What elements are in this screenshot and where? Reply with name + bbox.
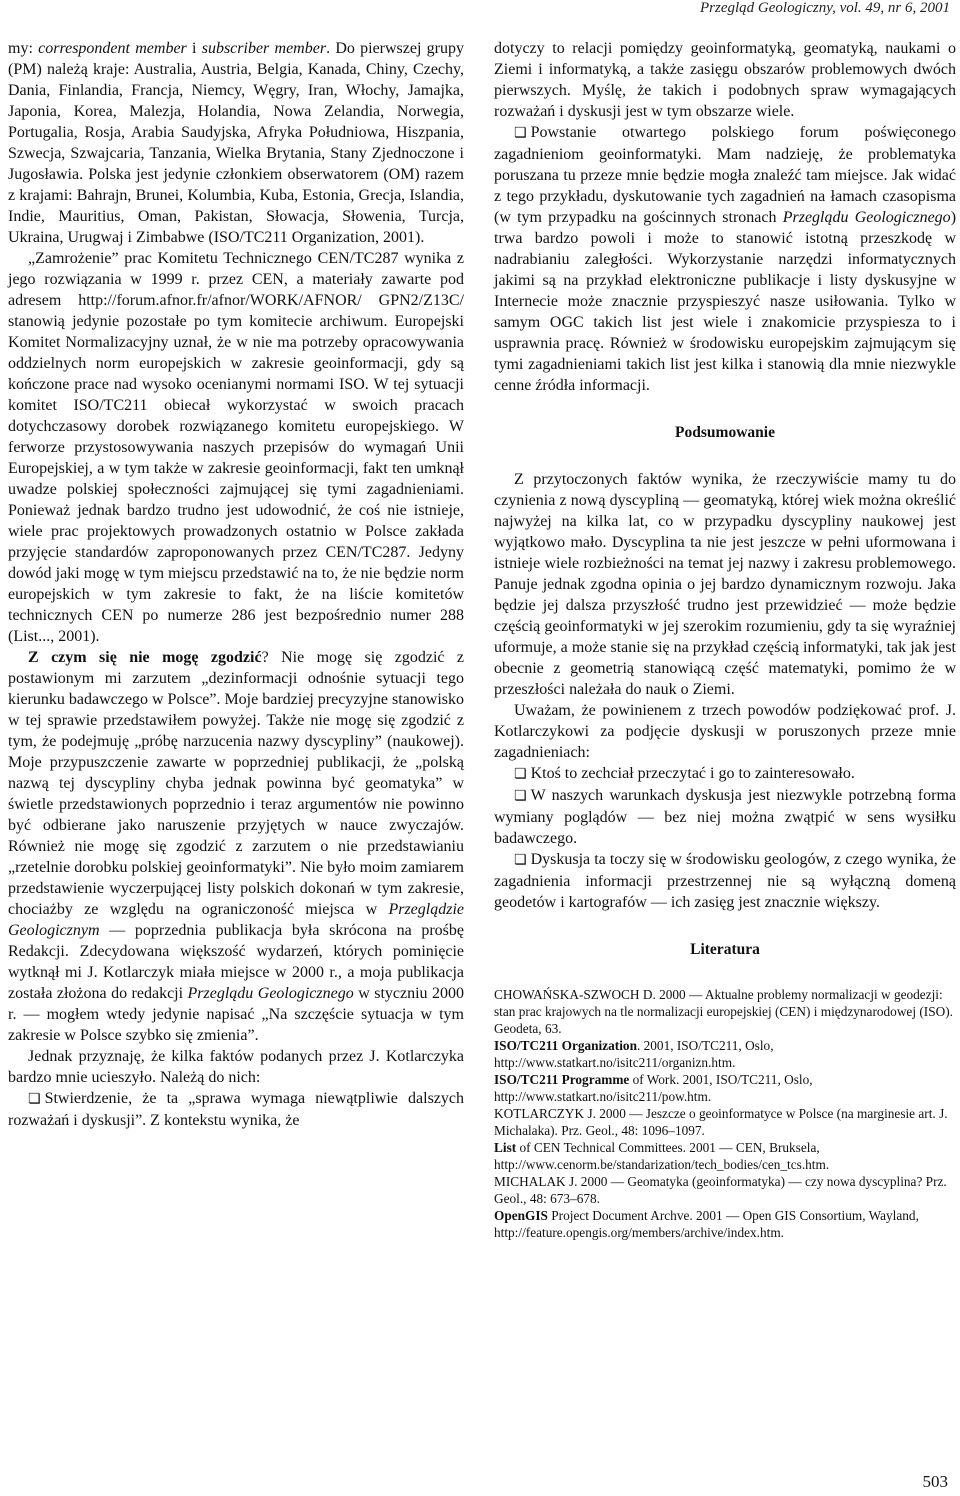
reference-item: ISO/TC211 Programme of Work. 2001, ISO/TC211, Oslo, http://www.statkart.no/isitc211/pow.htm. — [494, 1072, 813, 1104]
right-column — [494, 38, 956, 1241]
checkbox-bullet-icon: ❏ — [514, 852, 527, 868]
reference-list — [494, 986, 956, 1241]
checkbox-bullet-icon: ❏ — [514, 766, 527, 782]
paragraph: Z czym się nie mogę zgodzić? Nie mogę się zgodzić z postawionym mi zarzutem „dezinformacji odnośnie sytuacji tego kierunku badawczego w Polsce”. Moje bardziej precyzyjne stanowisko w tej sprawie przedstawiłem powyżej. Także nie mogę się zgodzić z tym, że podejmuję „próbę narzucenia nazwy dyscypliny” (naukowej). Moje przypuszczenie zawarte w poprzedniej publikacji, że „polską nazwą tej dyscypliny chyba jednak powinna być geomatyka” w świetle przedstawionych poprzednio i teraz argumentów nie powinno być odbierane jako naruszenie przyjętych w nauce zwyczajów. Również nie mogę się zgodzić z zarzutem o nie przedstawianiu „rzetelnie dorobku polskiej geoinformatyki”. Nie było moim zamiarem przedstawienie wyczerpującej listy polskich dokonań w tym zakresie, chociażby ze względu na ograniczoność miejsca w Przeglądzie Geologicznym — poprzednia publikacja była skrócona na prośbę Redakcji. Zdecydowana większość wydarzeń, których pominięcie wytknął mi J. Kotlarczyk miała miejsce w 2000 r., a moja publikacja została złożona do redakcji Przeglądu Geologicznego w styczniu 2000 r. — mogłem wtedy jedynie napisać „Na szczęście sytuacja w tym zakresie w Polsce szybko się zmienia”. — [8, 649, 465, 1044]
bullet-item: ❏ Stwierdzenie, że ta „sprawa wymaga niewątpliwie dalszych rozważań i dyskusji”. Z kontekstu wynika, że — [8, 1090, 464, 1129]
reference-item: KOTLARCZYK J. 2000 — Jeszcze o geoinformatyce w Polsce (na marginesie art. J. Michalaka). Prz. Geol., 48: 1096–1097. — [494, 1106, 948, 1138]
paragraph: „Zamrożenie” prac Komitetu Technicznego CEN/TC287 wynika z jego rozwiązania w 1999 r. przez CEN, a materiały zawarte pod adresem http://forum.afnor.fr/afnor/WORK/AFNOR/ GPN2/Z13C/ stanowią jedynie pozostałe po tym komitecie archiwum. Europejski Komitet Normalizacyjny uznał, że w nie ma potrzeby opracowywania oddzielnych norm europejskich w zakresie geoinformacji, gdy są kończone prace nad wysoko ocenianymi normami ISO. W tej sytuacji komitet ISO/TC211 obiecał wykorzystać w swoich pracach dotychczasowy dorobek rozwiązanego komitetu europejskiego. W ferworze przystosowywania naszych przepisów do wymagań Unii Europejskiej, a w tym także w zakresie geoinformacji, fakt ten umknął uwadze polskiej społeczności zajmującej się tymi zagadnieniami. Ponieważ jednak bardzo trudno jest udowodnić, że coś nie istnieje, wiele prac projektowych prowadzonych ostatnio w Polsce zakłada przyjęcie standardów zaproponowanych przez CEN/TC287. Jedyny dowód jaki mogę w tym miejscu przedstawić na to, że nie będzie norm europejskich w tym zakresie to fakt, że na liście komitetów technicznych CEN po numerze 286 jest bezpośrednio numer 288 (List..., 2001). — [8, 250, 464, 645]
reference-item: List of CEN Technical Committees. 2001 — CEN, Bruksela, http://www.cenorm.be/standarization/tech_bodies/cen_tcs.htm. — [494, 1140, 830, 1172]
section-heading-references: Literatura — [690, 941, 760, 958]
page-number: 503 — [922, 1472, 948, 1491]
left-column — [8, 38, 464, 1131]
bullet-item: ❏ W naszych warunkach dyskusja jest niezwykle potrzebną forma wymiany poglądów — bez niej można zwątpić w sens wysiłku badawczego. — [494, 787, 956, 847]
bullet-item: ❏ Ktoś to zechciał przeczytać i go to zainteresowało. — [514, 765, 855, 782]
paragraph: Uważam, że powinienem z trzech powodów podziękować prof. J. Kotlarczykowi za podjęcie dyskusji w poruszonych przeze mnie zagadnieniach: — [494, 702, 956, 761]
bullet-item: ❏ Powstanie otwartego polskiego forum poświęconego zagadnieniom geoinformatyki. Mam nadzieję, że problematyka poruszana tu przeze mnie będzie mogła znaleźć tam miejsce. Jak widać z tego przykładu, dyskutowanie tych zagadnień na łamach czasopisma (w tym przypadku na gościnnych stronach Przeglądu Geologicznego) trwa bardzo powoli i może to stanowić istotną przeszkodę w nadrabianiu zaległości. Wykorzystanie narzędzi informatycznych jakimi są na przykład elektroniczne publikacje i listy dyskusyjne w Internecie może znacznie przyspieszyć nasze usiłowania. Tylko w samym OGC takich list jest wiele i znakomicie przyspiesza to i usprawnia pracę. Również w środowisku europejskim zajmującym się tymi zagadnieniami takich list jest kilka i stanowią dla mnie niezwykle cenne źródła informacji. — [494, 124, 957, 394]
reference-item: CHOWAŃSKA-SZWOCH D. 2000 — Aktualne problemy normalizacji w geodezji: stan prac krajowych na tle normalizacji europejskiej (CEN) i międzynarodowej (ISO). Geodeta, 63. — [494, 987, 953, 1036]
paragraph: Jednak przyznaję, że kilka faktów podanych przez J. Kotlarczyka bardzo mnie ucieszyło. Należą do nich: — [8, 1048, 464, 1086]
reference-item: OpenGIS Project Document Archve. 2001 — Open GIS Consortium, Wayland, http://feature.opengis.org/members/archive/index.htm. — [494, 1208, 919, 1240]
checkbox-bullet-icon: ❏ — [514, 125, 527, 141]
reference-item: MICHALAK J. 2000 — Geomatyka (geoinformatyka) — czy nowa dyscyplina? Prz. Geol., 48: 673–678. — [494, 1174, 947, 1206]
paragraph: dotyczy to relacji pomiędzy geoinformatyką, geomatyką, naukami o Ziemi i informatyką, a także zasięgu obszarów problemowych dwóch pierwszych. Myślę, że takich i podobnych spraw wymagających rozważań i dyskusji jest w tym obszarze wiele. — [494, 40, 956, 120]
bullet-item: ❏ Dyskusja ta toczy się w środowisku geologów, z czego wynika, że zagadnienia informacji przestrzennej nie są wyłączną domeną geodetów i kartografów — ich zasięg jest znacznie większy. — [494, 851, 956, 911]
checkbox-bullet-icon: ❏ — [514, 788, 527, 804]
paragraph: Z przytoczonych faktów wynika, że rzeczywiście mamy tu do czynienia z nową dyscypliną — geomatyką, której wiek można określić najwyżej na kilka lat, co w przypadku dyscypliny naukowej jest wyjątkowo mało. Dyscyplina ta nie jest jeszcze w pełni uformowana i istnieje wiele rozbieżności na temat jej nazwy i zakresu problemowego. Panuje jednak zgodna opinia o jej bardzo dynamicznym rozwoju. Jaka będzie jej dalsza przyszłość trudno jest przewidzieć — może będzie częścią geoinformatyki w jej szerokim rozumieniu, gdy ta się wyraźniej uformuje, a może stanie się na przykład częścią informatyki, tak jak jest obecnie z geometrią stanowiącą część matematyki, pomimo że w przeszłości należała do nauk o Ziemi. — [494, 471, 956, 698]
running-head: Przegląd Geologiczny, vol. 49, nr 6, 2001 — [700, 0, 950, 16]
section-heading-summary: Podsumowanie — [675, 424, 775, 441]
paragraph: my: correspondent member i subscriber member. Do pierwszej grupy (PM) należą kraje: Australia, Austria, Belgia, Kanada, Chiny, Czechy, Dania, Finlandia, Francja, Niemcy, Węgry, Iran, Włochy, Jamajka, Japonia, Korea, Malezja, Holandia, Nowa Zelandia, Norwegia, Portugalia, Rosja, Arabia Saudyjska, Afryka Południowa, Hiszpania, Szwecja, Szwajcaria, Tanzania, Wielka Brytania, Stany Zjednoczone i Jugosławia. Polska jest jedynie członkiem obserwatorem (OM) razem z krajami: Bahrajn, Brunei, Kolumbia, Kuba, Estonia, Grecja, Islandia, Indie, Mauritius, Oman, Pakistan, Słowacja, Słowenia, Turcja, Ukraina, Urugwaj i Zimbabwe (ISO/TC211 Organization, 2001). — [8, 40, 464, 246]
reference-item: ISO/TC211 Organization. 2001, ISO/TC211, Oslo, http://www.statkart.no/isitc211/organizn.htm. — [494, 1038, 774, 1070]
checkbox-bullet-icon: ❏ — [28, 1091, 41, 1107]
